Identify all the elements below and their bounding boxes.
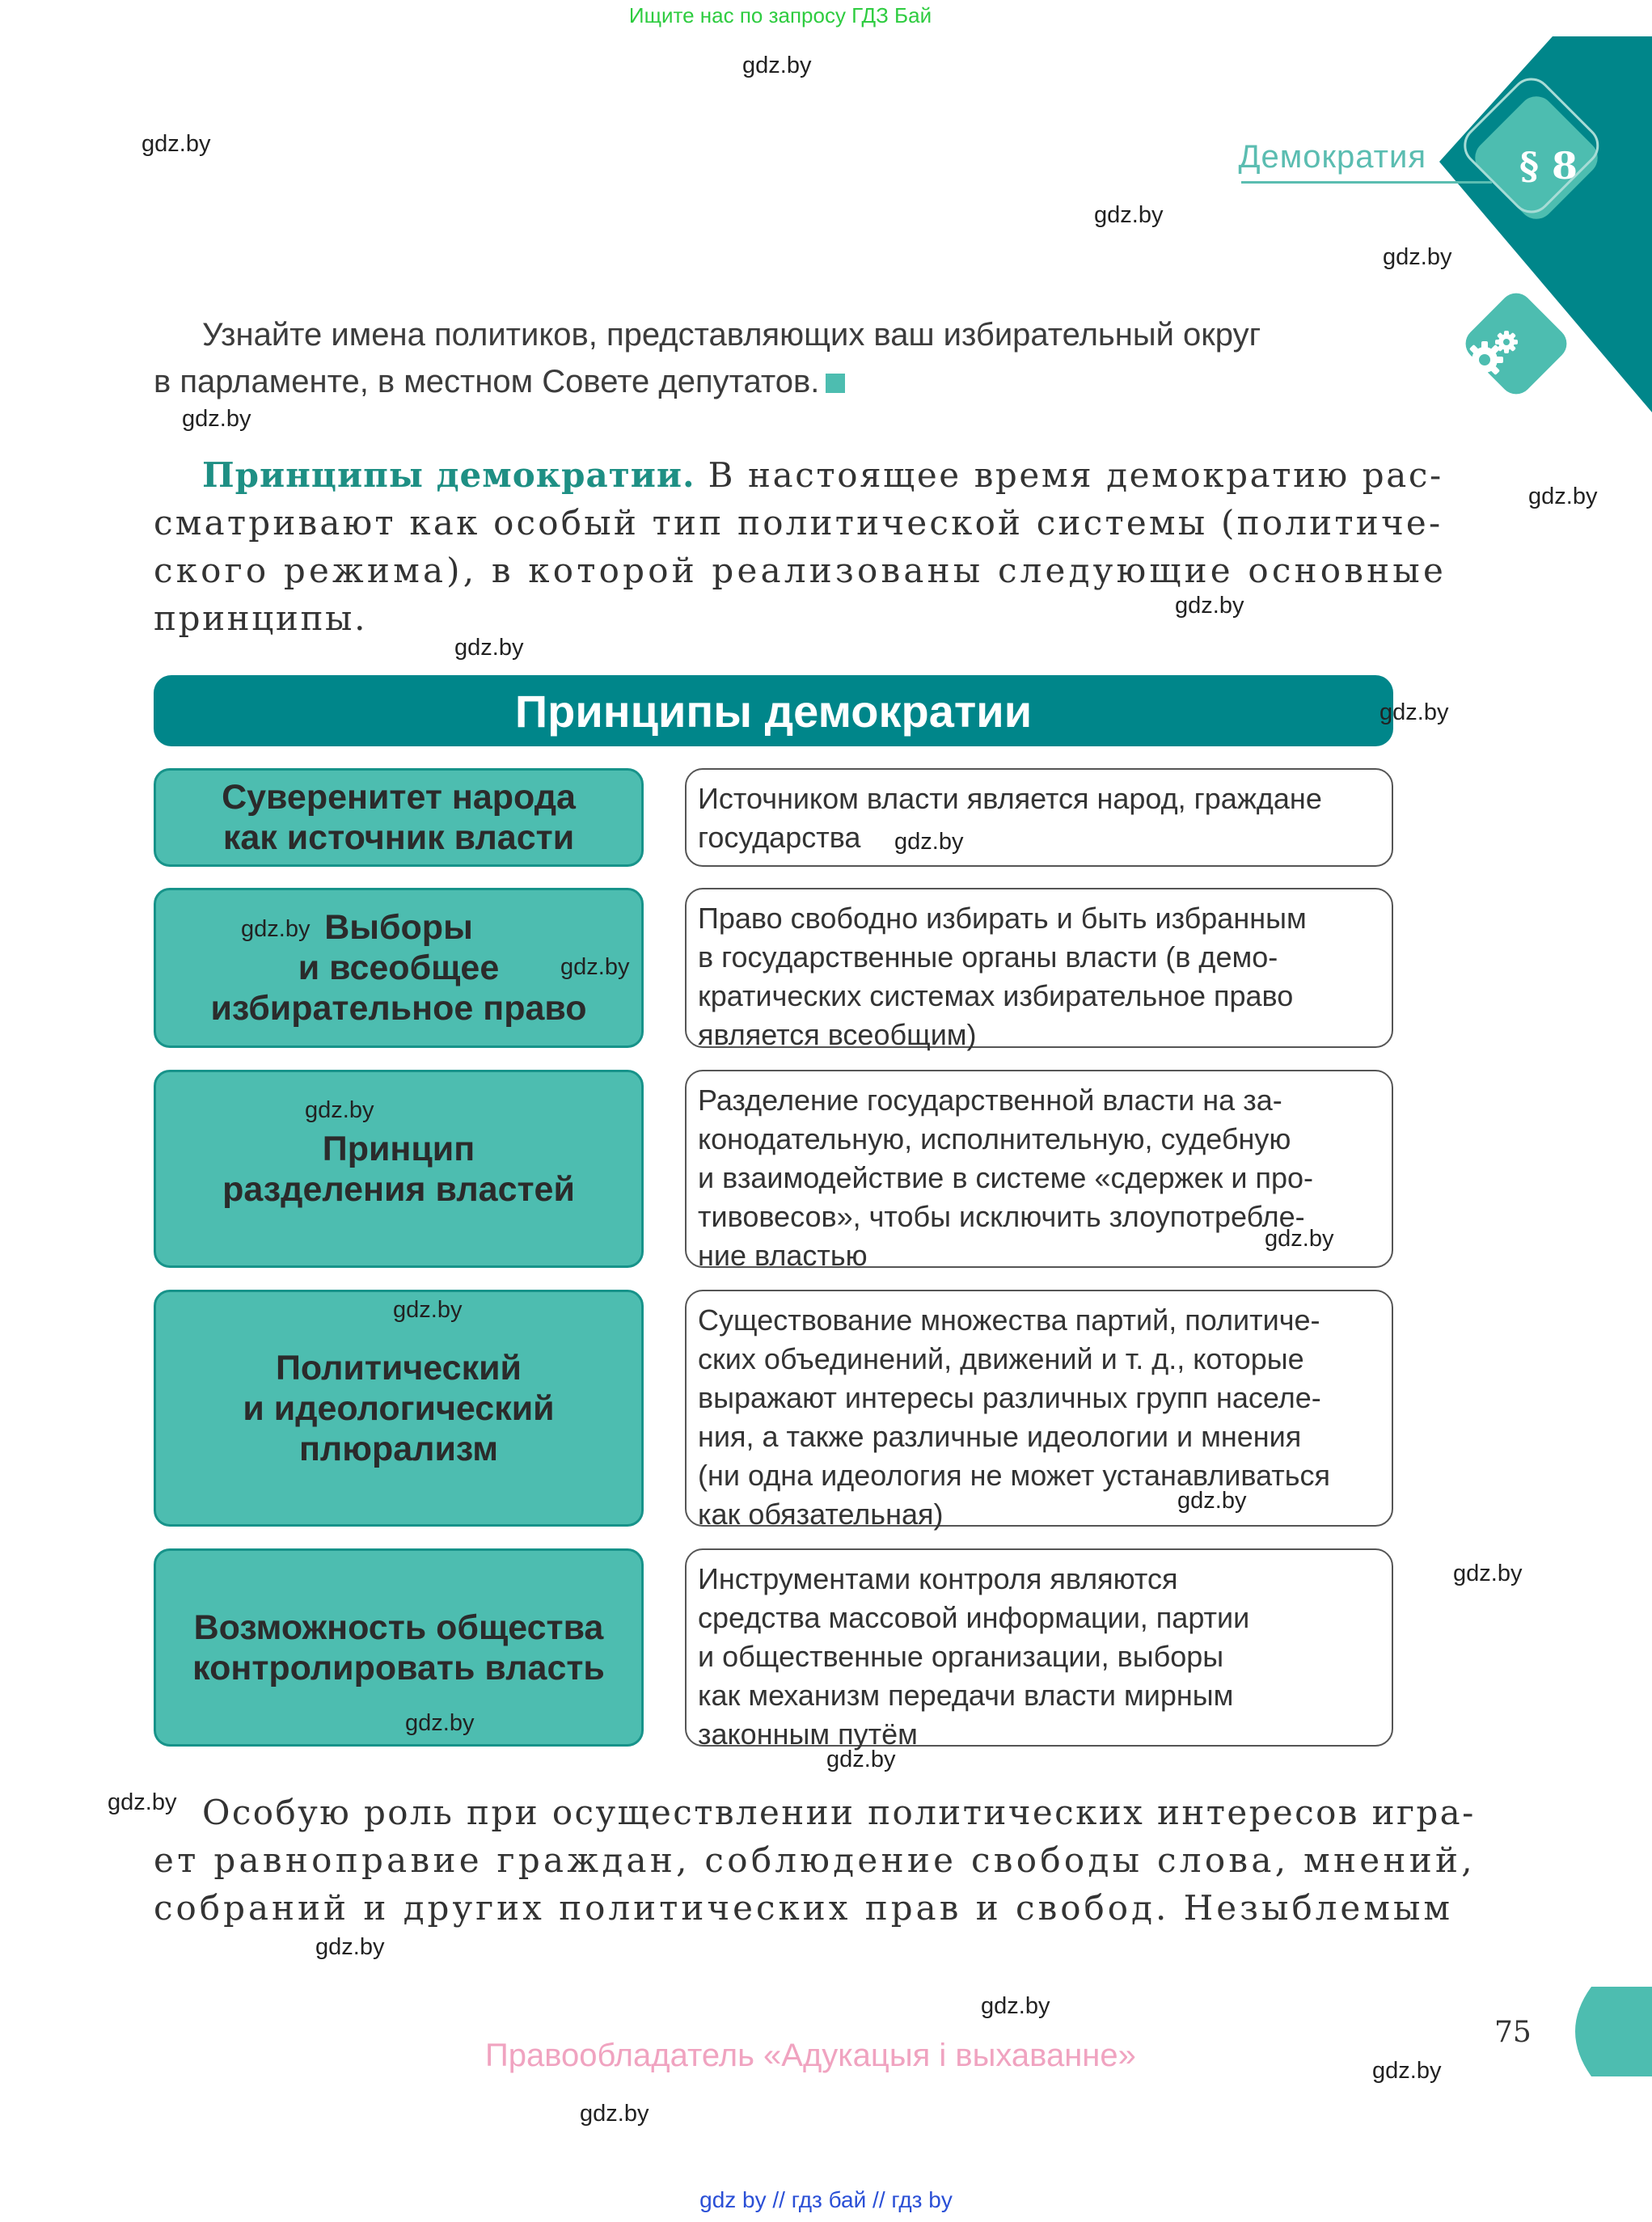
description-4-line-4: ния, а также различные идеологии и мнения [698,1420,1302,1453]
watermark: gdz.by [1094,202,1164,228]
principle-box-5 [154,1548,644,1747]
intro-line-2: сматривают как особый тип политической системы (политиче- [154,503,1443,543]
section-title: Демократия [1238,139,1426,175]
section-title-rule [1241,181,1492,184]
task-line-2 [154,358,1395,405]
principle-5-line-2: контролировать власть [192,1648,605,1688]
principle-box-3 [154,1070,644,1268]
task-line-2-text: в парламенте, в местном Совете депутатов. [154,364,820,399]
page-number-tab [1559,1985,1652,2078]
description-2-line-3: кратических системах избирательное право [698,979,1294,1012]
description-box-2 [685,888,1393,1051]
task-paragraph [154,311,1395,405]
principle-2-line-2: и всеобщее [298,948,500,987]
watermark: gdz.by [560,954,630,980]
watermark: gdz.by [1453,1561,1523,1586]
search-banner[interactable]: Ищите нас по запросу ГДЗ Бай [628,3,932,27]
description-box-4 [685,1290,1393,1531]
watermark: gdz.by [305,1097,374,1123]
watermark: gdz.by [1372,2058,1442,2084]
description-4-line-1: Существование множества партий, политиче- [698,1303,1320,1337]
footer-links[interactable]: gdz by // гдз бай // гдз by [699,2187,953,2212]
description-3-line-2: конодательную, исполнительную, судебную [698,1122,1291,1155]
description-2-line-1: Право свободно избирать и быть избранным [698,902,1307,935]
watermark: gdz.by [1265,1226,1334,1252]
closing-line-3: собраний и других политических прав и свобод. Незыблемым [154,1888,1454,1928]
description-4-line-3: выражают интересы различных групп населе- [698,1381,1321,1414]
task-end-square-icon [826,374,845,393]
description-box-5 [685,1548,1393,1751]
description-3-line-4: тивовесов», чтобы исключить злоупотребле- [698,1200,1305,1233]
principle-4-line-3: плюрализм [298,1429,499,1468]
principle-3-line-2: разделения властей [222,1169,575,1209]
watermark: gdz.by [241,916,311,942]
intro-line-1 [154,451,1443,499]
page-number: 75 [1494,2016,1532,2049]
table-title: Принципы демократии [154,675,1393,746]
principle-1-line-2: как источник власти [222,818,575,857]
task-line-1: Узнайте имена политиков, представляющих ваш избирательный округ [202,317,1261,353]
description-2-line-2: в государственные органы власти (в демо- [698,940,1278,974]
watermark: gdz.by [894,829,964,855]
watermark: gdz.by [981,1993,1050,2019]
principle-4-line-2: и идеологический [243,1388,555,1428]
watermark: gdz.by [405,1710,475,1736]
watermark: gdz.by [1177,1488,1247,1514]
watermark: gdz.by [182,406,251,432]
watermark: gdz.by [742,53,812,78]
description-5-line-3: и общественные организации, выборы [698,1640,1224,1673]
principle-3-line-1: Принцип [322,1129,475,1168]
closing-line-1: Особую роль при осуществлении политических интересов игра- [202,1793,1476,1832]
principle-1-line-1: Суверенитет народа [222,778,576,817]
description-5-line-2: средства массовой информации, партии [698,1601,1250,1634]
principle-box-4 [154,1290,644,1527]
closing-line-2: ет равноправие граждан, соблюдение свободы слова, мнений, [154,1840,1476,1880]
watermark: gdz.by [1175,593,1244,619]
watermark: gdz.by [1528,484,1598,509]
principle-box-1 [154,768,644,867]
description-box-1 [685,768,1393,867]
description-3-line-1: Разделение государственной власти на за- [698,1084,1282,1117]
description-5-line-1: Инструментами контроля являются [698,1562,1178,1595]
description-1-line-1: Источником власти является народ, граждане [698,782,1322,815]
description-4-line-2: ских объединений, движений и т. д., которые [698,1342,1304,1375]
description-3-line-5: ние властью [698,1239,868,1272]
description-2-line-4: является всеобщим) [698,1018,977,1051]
principle-2-line-3: избирательное право [210,989,587,1028]
watermark: gdz.by [108,1789,177,1815]
watermark: gdz.by [580,2101,649,2127]
description-1-line-2: государства [698,821,861,854]
description-4-line-5: (ни одна идеология не может устанавливаться [698,1459,1331,1492]
watermark: gdz.by [142,131,211,157]
section-number-badge: § 8 [1519,144,1578,188]
intro-line-1-text: В настоящее время демократию рас- [695,455,1443,495]
watermark: gdz.by [393,1297,463,1323]
watermark: gdz.by [454,635,524,661]
watermark: gdz.by [315,1934,385,1960]
copyright-notice: Правообладатель «Адукацыя і выхаванне» [485,2038,1136,2073]
description-3-line-3: и взаимодействие в системе «сдержек и про- [698,1161,1314,1194]
gears-icon [1462,327,1523,384]
intro-lead: Принципы демократии. [202,455,695,495]
description-4-line-6: как обязательная) [698,1498,944,1531]
principle-4-line-1: Политический [276,1348,522,1388]
watermark: gdz.by [1383,244,1452,270]
watermark: gdz.by [1379,699,1449,725]
intro-line-3: ского режима), в которой реализованы следующие основные [154,551,1447,590]
corner-decoration [1423,24,1652,453]
watermark: gdz.by [826,1747,896,1772]
principle-5-line-1: Возможность общества [193,1607,604,1647]
closing-paragraph [154,1789,1476,1932]
principle-2-line-1: Выборы [324,908,473,947]
description-5-line-5: законным путём [698,1717,918,1751]
description-5-line-4: как механизм передачи власти мирным [698,1679,1234,1712]
intro-line-4: принципы. [154,598,368,638]
